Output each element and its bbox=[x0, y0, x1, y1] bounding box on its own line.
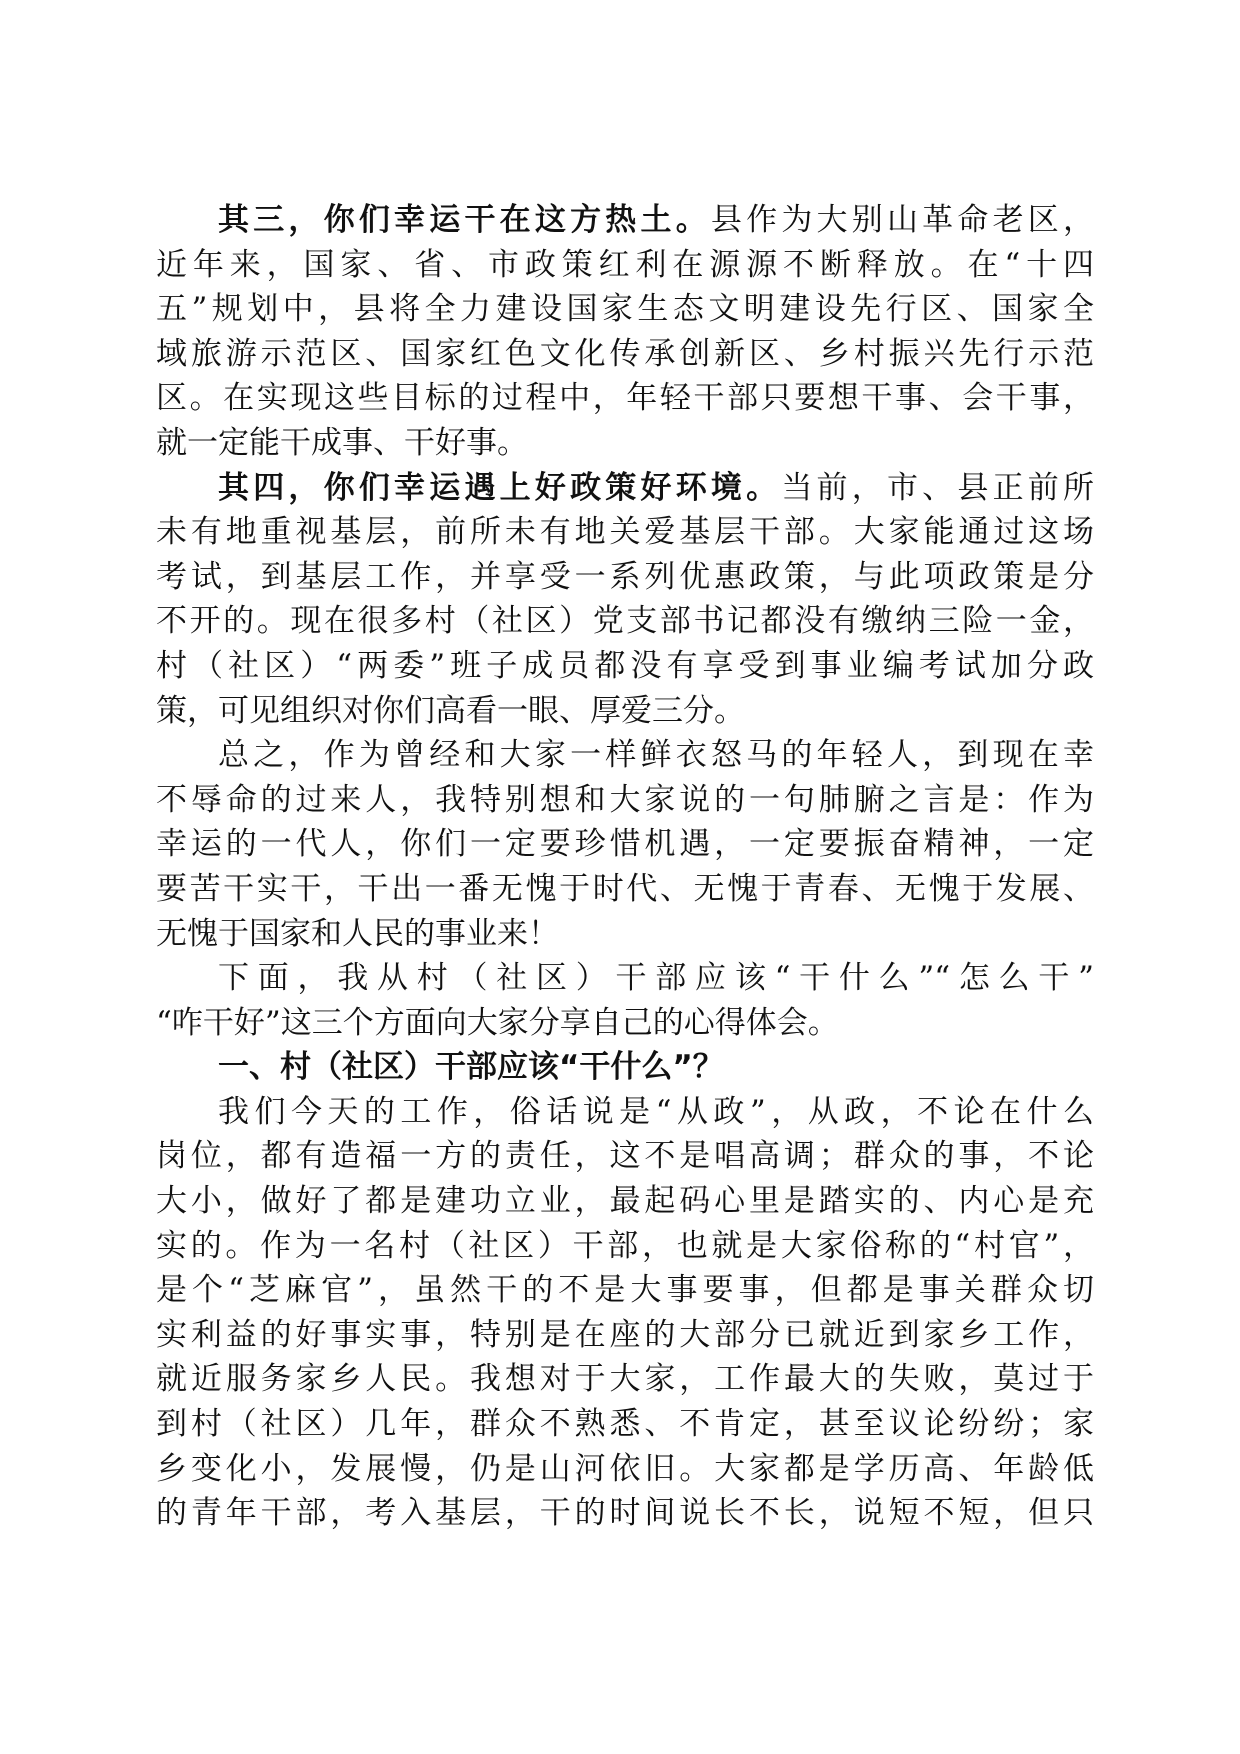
document-page bbox=[156, 198, 1094, 1536]
paragraph-line: 的青年干部，考入基层，干的时间说长不长，说短不短，但只 bbox=[156, 1495, 1094, 1532]
paragraph-line: 考试，到基层工作，并享受一系列优惠政策，与此项政策是分 bbox=[156, 558, 1094, 595]
paragraph-line: 域旅游示范区、国家红色文化传承创新区、乡村振兴先行示范 bbox=[156, 335, 1094, 372]
paragraph-1 bbox=[156, 198, 1094, 466]
paragraph-line: 未有地重视基层，前所未有地关爱基层干部。大家能通过这场 bbox=[156, 514, 1094, 551]
paragraph-line: 总之，作为曾经和大家一样鲜衣怒马的年轻人，到现在幸 bbox=[218, 737, 1094, 774]
paragraph-line: 就一定能干成事、干好事。 bbox=[156, 424, 528, 461]
paragraph-line: 我们今天的工作，俗话说是“从政”，从政，不论在什么 bbox=[218, 1093, 1094, 1130]
section-heading bbox=[156, 1045, 1094, 1090]
paragraph-4 bbox=[156, 956, 1094, 1045]
paragraph-line: 村（社区）“两委”班子成员都没有享受到事业编考试加分政 bbox=[156, 647, 1094, 684]
paragraph-6 bbox=[156, 1090, 1094, 1536]
paragraph-line: 区。在实现这些目标的过程中，年轻干部只要想干事、会干事， bbox=[156, 380, 1094, 417]
paragraph-line: 是个“芝麻官”，虽然干的不是大事要事，但都是事关群众切 bbox=[156, 1272, 1094, 1309]
paragraph-line: 近年来，国家、省、市政策红利在源源不断释放。在“十四 bbox=[156, 246, 1094, 283]
paragraph-line: 就近服务家乡人民。我想对于大家，工作最大的失败，莫过于 bbox=[156, 1361, 1094, 1398]
paragraph-line: 要苦干实干，干出一番无愧于时代、无愧于青春、无愧于发展、 bbox=[156, 870, 1094, 907]
paragraph-line: 无愧于国家和人民的事业来！ bbox=[156, 915, 559, 952]
paragraph-line: 五”规划中，县将全力建设国家生态文明建设先行区、国家全 bbox=[156, 291, 1094, 328]
paragraph-lead: 其四，你们幸运遇上好政策好环境。 bbox=[218, 469, 782, 506]
paragraph-lead: 其三，你们幸运干在这方热土。 bbox=[218, 202, 711, 238]
paragraph-line: 不开的。现在很多村（社区）党支部书记都没有缴纳三险一金， bbox=[156, 603, 1094, 640]
paragraph-line: “咋干好”这三个方面向大家分享自己的心得体会。 bbox=[156, 1004, 839, 1041]
paragraph-line: 不辱命的过来人，我特别想和大家说的一句肺腑之言是：作为 bbox=[156, 781, 1094, 818]
paragraph-line: 大小，做好了都是建功立业，最起码心里是踏实的、内心是充 bbox=[156, 1183, 1094, 1220]
paragraph-line: 实利益的好事实事，特别是在座的大部分已就近到家乡工作， bbox=[156, 1316, 1094, 1353]
paragraph-3 bbox=[156, 733, 1094, 956]
paragraph-line: 岗位，都有造福一方的责任，这不是唱高调；群众的事，不论 bbox=[156, 1138, 1094, 1175]
paragraph-line: 其三，你们幸运干在这方热土。县作为大别山革命老区， bbox=[218, 202, 1095, 238]
paragraph-2 bbox=[156, 466, 1094, 734]
paragraph-line: 策，可见组织对你们高看一眼、厚爱三分。 bbox=[156, 692, 745, 729]
paragraph-line: 实的。作为一名村（社区）干部，也就是大家俗称的“村官”， bbox=[156, 1227, 1094, 1264]
paragraph-line: 乡变化小，发展慢，仍是山河依旧。大家都是学历高、年龄低 bbox=[156, 1450, 1094, 1487]
paragraph-line: 到村（社区）几年，群众不熟悉、不肯定，甚至议论纷纷；家 bbox=[156, 1406, 1094, 1443]
paragraph-line: 幸运的一代人，你们一定要珍惜机遇，一定要振奋精神，一定 bbox=[156, 826, 1094, 863]
paragraph-line: 下面，我从村（社区）干部应该“干什么”“怎么干” bbox=[218, 960, 1094, 997]
section-heading-text: 一、村（社区）干部应该“干什么”？ bbox=[218, 1049, 724, 1086]
paragraph-line: 其四，你们幸运遇上好政策好环境。当前，市、县正前所 bbox=[218, 469, 1095, 506]
